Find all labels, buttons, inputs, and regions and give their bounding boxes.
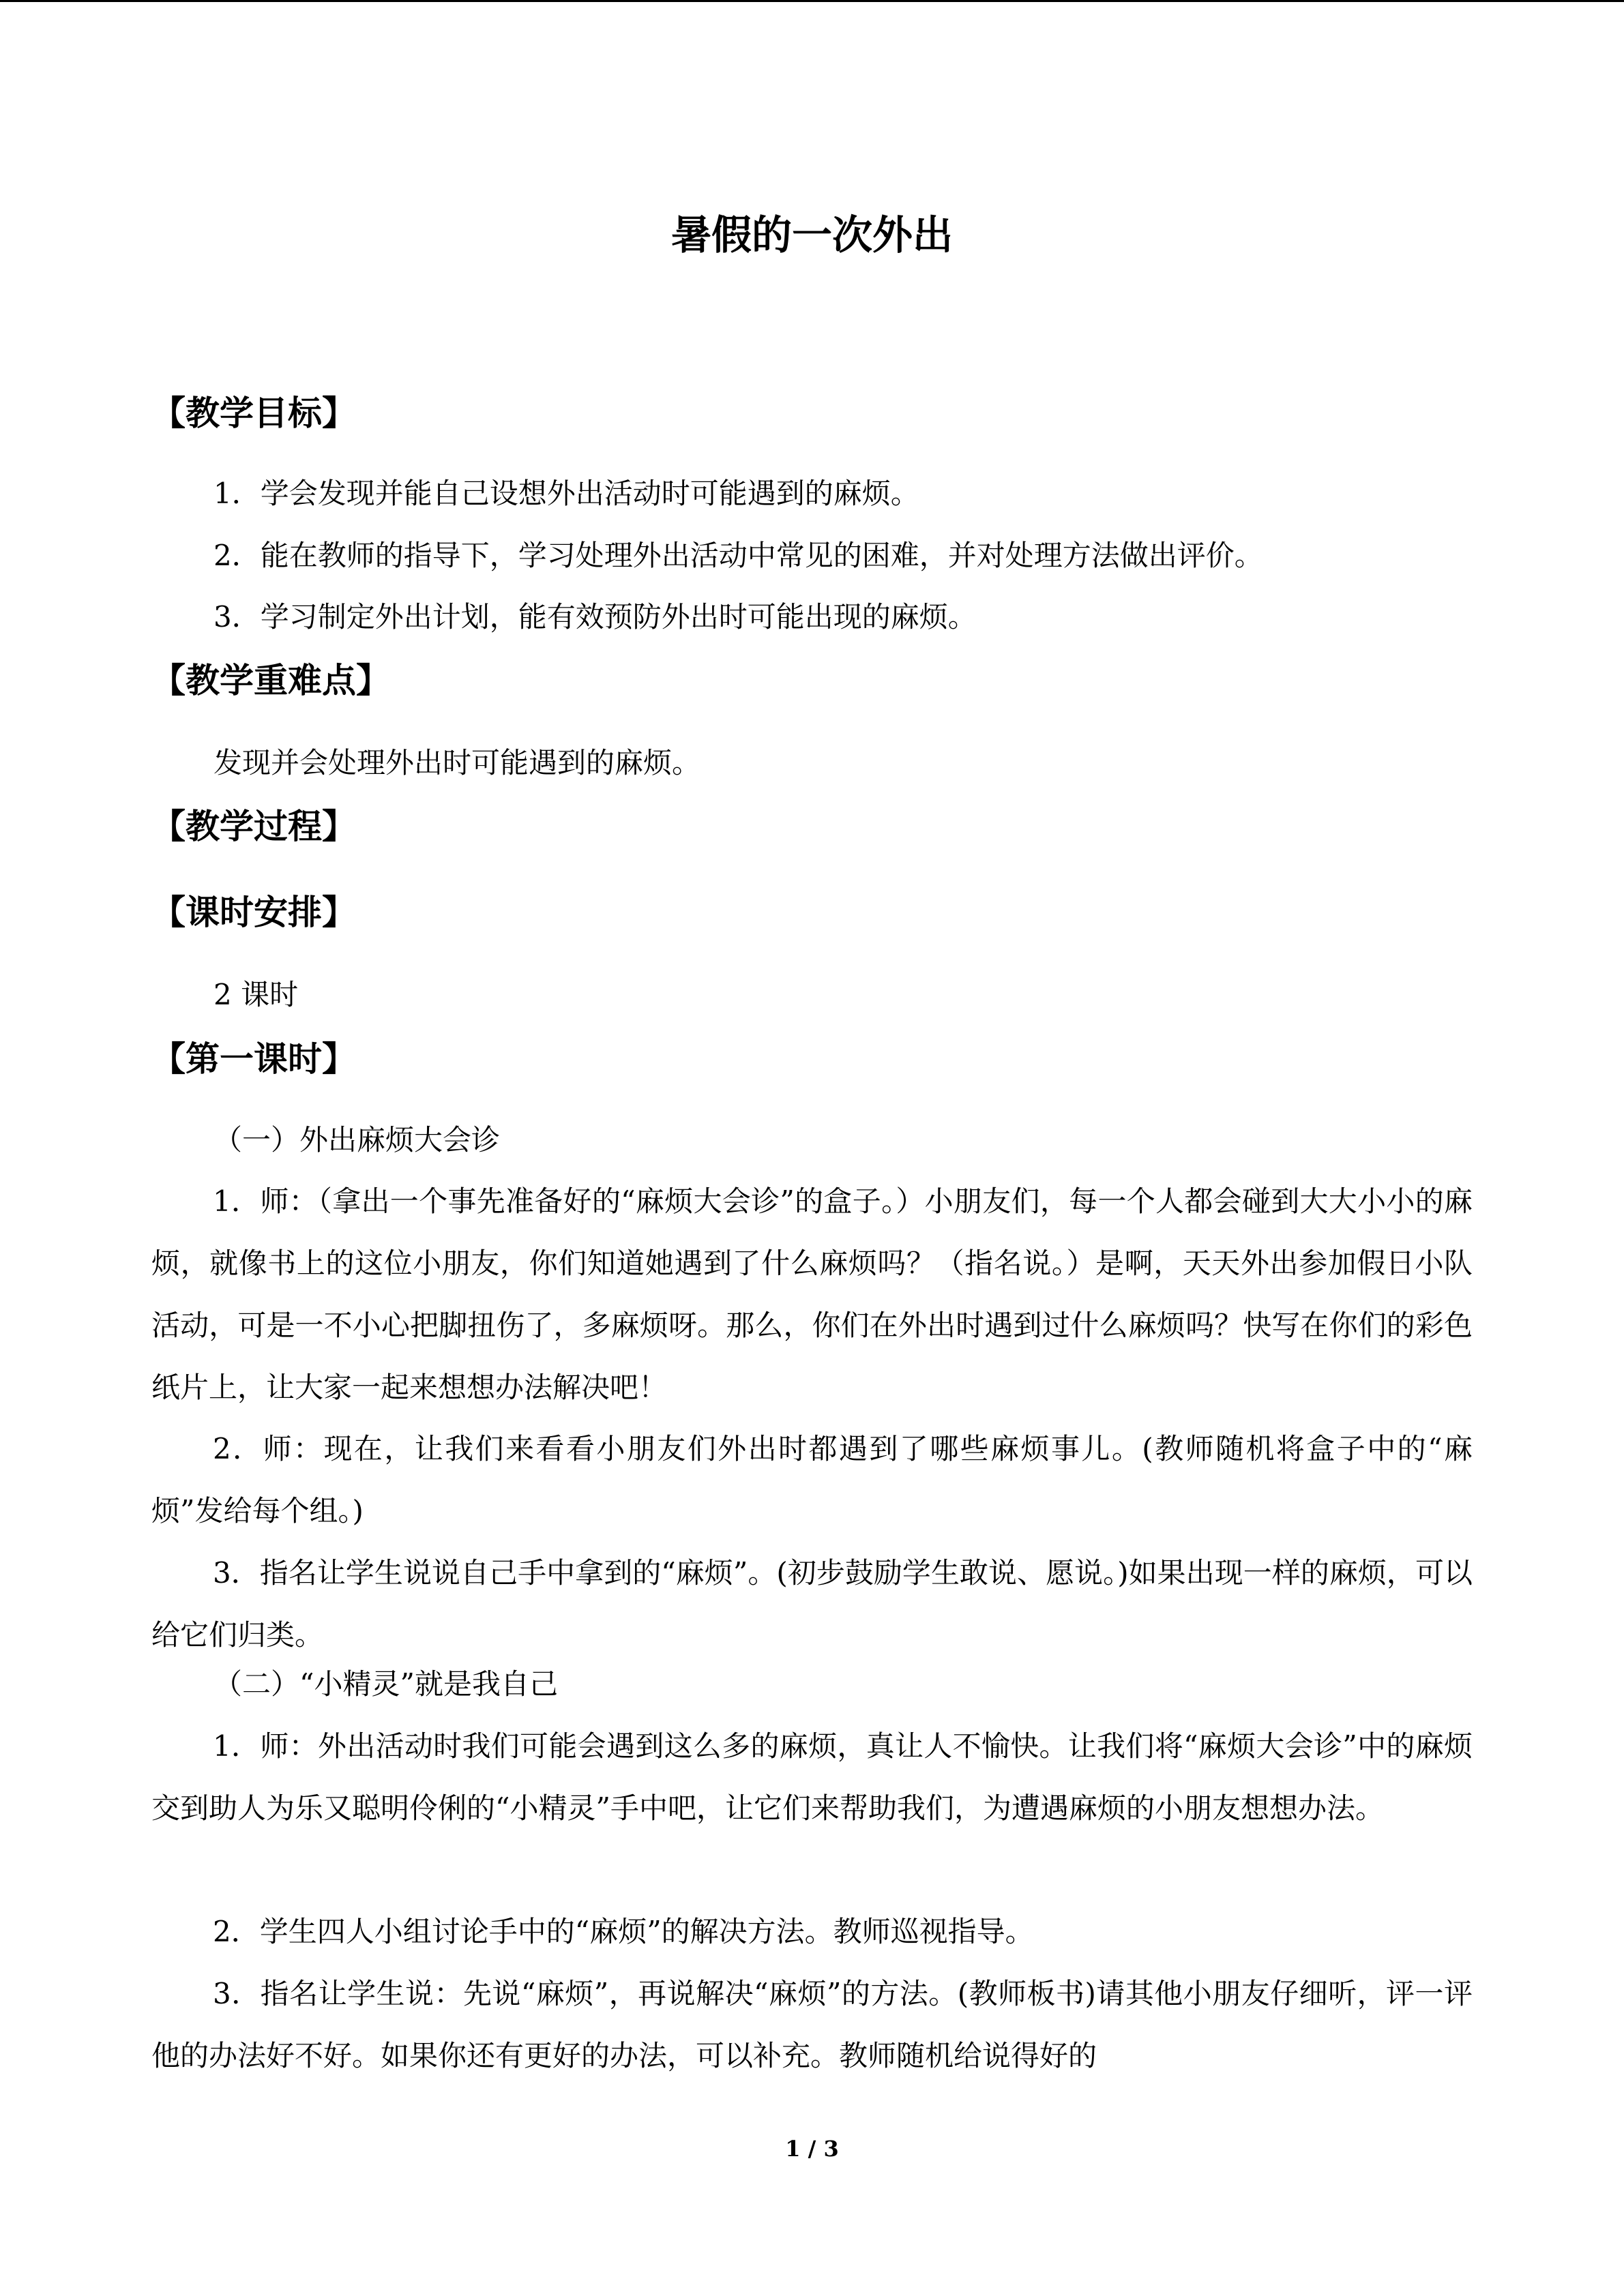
page-number: 1 / 3 (785, 2136, 839, 2162)
heading-teaching-process: 【教学过程】 (151, 807, 356, 846)
part-1-item-3: 3．指名让学生说说自己手中拿到的“麻烦”。(初步鼓励学生敢说、愿说。)如果出现一样的麻烦，可以给它们归类。 (151, 1556, 1473, 1652)
heading-key-difficult-points: 【教学重难点】 (151, 661, 390, 700)
part-1-item-2: 2．师：现在，让我们来看看小朋友们外出时都遇到了哪些麻烦事儿。(教师随机将盒子中的“麻烦”发给每个组。) (151, 1432, 1473, 1527)
objective-item-3: 3．学习制定外出计划，能有效预防外出时可能出现的麻烦。 (213, 600, 977, 633)
part-2-title: （二）“小精灵”就是我自己 (213, 1667, 558, 1701)
objective-item-1: 1．学会发现并能自己设想外出活动时可能遇到的麻烦。 (213, 477, 919, 510)
key-points-text: 发现并会处理外出时可能遇到的麻烦。 (213, 746, 701, 779)
heading-first-lesson: 【第一课时】 (151, 1039, 356, 1079)
part-1-title: （一）外出麻烦大会诊 (213, 1123, 501, 1157)
part-1-item-1: 1．师：（拿出一个事先准备好的“麻烦大会诊”的盒子。）小朋友们，每一个人都会碰到大大小小的麻烦，就像书上的这位小朋友，你们知道她遇到了什么麻烦吗？（指名说。）是啊，天天外出参加假日小队活动，可是一不小心把脚扭伤了，多麻烦呀。那么，你们在外出时遇到过什么麻烦吗？快写在你们的彩色纸片上，让大家一起来想想办法解决吧！ (151, 1184, 1473, 1404)
heading-teaching-objectives: 【教学目标】 (151, 393, 356, 433)
part-2-item-3: 3．指名让学生说：先说“麻烦”，再说解决“麻烦”的方法。(教师板书)请其他小朋友仔细听，评一评他的办法好不好。如果你还有更好的办法，可以补充。教师随机给说得好的 (151, 1977, 1473, 2072)
part-2-item-2: 2．学生四人小组讨论手中的“麻烦”的解决方法。教师巡视指导。 (213, 1915, 1034, 1948)
document-title: 暑假的一次外出 (670, 211, 953, 258)
objective-item-2: 2．能在教师的指导下，学习处理外出活动中常见的困难，并对处理方法做出评价。 (213, 539, 1263, 572)
top-border-rule (0, 0, 1624, 2)
schedule-text: 2 课时 (213, 978, 299, 1011)
part-2-item-1: 1．师：外出活动时我们可能会遇到这么多的麻烦，真让人不愉快。让我们将“麻烦大会诊”中的麻烦交到助人为乐又聪明伶俐的“小精灵”手中吧，让它们来帮助我们，为遭遇麻烦的小朋友想想办法。 (151, 1729, 1473, 1825)
heading-class-schedule: 【课时安排】 (151, 893, 356, 932)
